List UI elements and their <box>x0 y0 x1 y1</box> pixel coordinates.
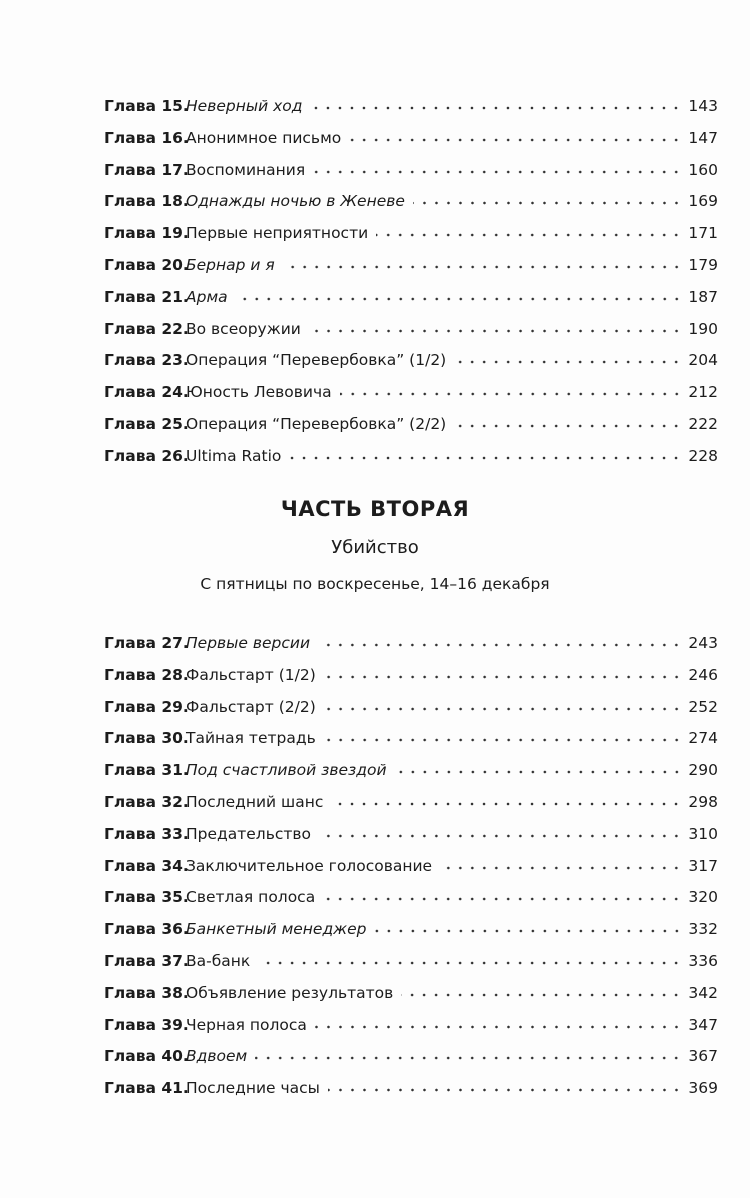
chapter-label: Глава 15. <box>104 97 189 115</box>
toc-entry[interactable] <box>104 913 718 939</box>
page-number: 342 <box>688 983 718 1002</box>
toc-entry[interactable] <box>104 881 718 907</box>
chapter-title: Операция “Перевербовка” (1/2) <box>186 351 447 370</box>
dot-leader <box>315 1023 682 1031</box>
chapter-label: Глава 35. <box>104 888 189 907</box>
toc-entry[interactable] <box>104 376 718 402</box>
page-number: 252 <box>688 697 718 716</box>
dot-leader <box>401 991 682 999</box>
chapter-label: Глава 41. <box>104 1079 189 1098</box>
dot-leader <box>319 832 682 840</box>
toc-entry[interactable] <box>104 786 718 812</box>
toc-entry[interactable] <box>104 754 718 780</box>
dot-leader <box>340 390 683 398</box>
dot-leader <box>324 736 683 744</box>
dot-leader <box>324 673 683 681</box>
dot-leader <box>318 641 682 649</box>
chapter-title: Первые неприятности <box>186 224 369 243</box>
chapter-label: Глава 29. <box>104 697 189 716</box>
chapter-title: Банкетный менеджер <box>186 920 367 939</box>
page-number: 228 <box>688 446 718 465</box>
chapter-title: Тайная тетрадь <box>186 729 316 748</box>
page-number: 347 <box>688 1015 718 1034</box>
toc-entry[interactable] <box>104 217 718 243</box>
chapter-label: Глава 25. <box>104 415 189 433</box>
chapter-title: Однажды ночью в Женеве <box>186 192 405 211</box>
page-number: 187 <box>688 287 718 306</box>
toc-entry[interactable] <box>104 818 718 844</box>
chapter-label: Глава 26. <box>104 446 189 465</box>
chapter-title: Ultima Ratio <box>186 446 282 465</box>
chapter-label: Глава 18. <box>104 192 189 211</box>
dot-leader <box>331 800 682 808</box>
chapter-title: Арма <box>186 287 228 306</box>
chapter-title: Вдвоем <box>186 1047 248 1066</box>
toc-entry[interactable] <box>104 945 718 971</box>
part-title: ЧАСТЬ ВТОРАЯ <box>280 497 470 521</box>
chapter-label: Глава 33. <box>104 824 189 843</box>
dot-leader <box>440 864 682 872</box>
page-number: 336 <box>688 952 718 970</box>
toc-entry[interactable] <box>104 722 718 748</box>
chapter-title: Последние часы <box>186 1079 320 1098</box>
part-subtitle: Убийство <box>331 537 419 558</box>
dot-leader <box>236 295 683 303</box>
page-number: 171 <box>688 224 718 243</box>
chapter-title: Черная полоса <box>186 1015 307 1034</box>
chapter-label: Глава 37. <box>104 952 189 970</box>
chapter-label: Глава 27. <box>104 634 189 652</box>
dot-leader <box>324 705 683 713</box>
dot-leader <box>454 358 682 366</box>
chapter-label: Глава 16. <box>104 128 189 147</box>
page-number: 179 <box>688 256 718 274</box>
toc-entry[interactable] <box>104 90 718 116</box>
page-number: 160 <box>688 160 718 179</box>
dot-leader <box>376 231 682 239</box>
chapter-label: Глава 19. <box>104 224 189 243</box>
chapter-label: Глава 24. <box>104 383 189 402</box>
page-number: 204 <box>688 351 718 370</box>
toc-entry[interactable] <box>104 154 718 180</box>
page-number: 222 <box>688 415 718 433</box>
chapter-title: Анонимное письмо <box>186 128 342 147</box>
toc-entry[interactable] <box>104 627 718 653</box>
chapter-title: Предательство <box>186 824 312 843</box>
page-number: 332 <box>688 920 718 939</box>
chapter-title: Юность Левовича <box>186 383 332 402</box>
toc-entry[interactable] <box>104 281 718 307</box>
page-number: 143 <box>688 97 718 115</box>
page-number: 246 <box>688 665 718 684</box>
dot-leader <box>283 263 683 271</box>
chapter-label: Глава 31. <box>104 761 189 780</box>
dot-leader <box>375 927 683 935</box>
chapter-label: Глава 34. <box>104 856 189 875</box>
toc-entry[interactable] <box>104 122 718 148</box>
dot-leader <box>258 959 682 967</box>
page-number: 369 <box>688 1079 718 1098</box>
toc-entry[interactable] <box>104 185 718 211</box>
chapter-label: Глава 20. <box>104 256 189 274</box>
chapter-title: Операция “Перевербовка” (2/2) <box>186 415 447 433</box>
chapter-title: Воспоминания <box>186 160 306 179</box>
page-number: 274 <box>688 729 718 748</box>
page-number: 147 <box>688 128 718 147</box>
dot-leader <box>395 768 683 776</box>
chapter-label: Глава 22. <box>104 319 189 338</box>
chapter-label: Глава 36. <box>104 920 189 939</box>
chapter-title: Ва-банк <box>186 952 251 970</box>
toc-entry[interactable] <box>104 659 718 685</box>
toc-entry[interactable] <box>104 1040 718 1066</box>
dot-leader <box>309 327 683 335</box>
dot-leader <box>413 199 682 207</box>
page-number: 169 <box>688 192 718 211</box>
chapter-label: Глава 38. <box>104 983 189 1002</box>
chapter-title: Неверный ход <box>186 97 303 115</box>
chapter-title: Последний шанс <box>186 793 324 811</box>
chapter-title: Первые версии <box>186 634 311 652</box>
page-number: 320 <box>688 888 718 907</box>
chapter-label: Глава 32. <box>104 793 189 811</box>
chapter-label: Глава 23. <box>104 351 189 370</box>
toc-entry[interactable] <box>104 440 718 466</box>
chapter-title: Фальстарт (2/2) <box>186 697 316 716</box>
toc-entry[interactable] <box>104 249 718 275</box>
dot-leader <box>313 168 682 176</box>
chapter-label: Глава 21. <box>104 287 189 306</box>
dot-leader <box>310 104 682 112</box>
toc-entry[interactable] <box>104 977 718 1003</box>
chapter-title: Светлая полоса <box>186 888 316 907</box>
dot-leader <box>328 1086 682 1094</box>
page-number: 367 <box>688 1047 718 1066</box>
page-number: 190 <box>688 319 718 338</box>
toc-entry[interactable] <box>104 1072 718 1098</box>
chapter-label: Глава 17. <box>104 160 189 179</box>
dot-leader <box>255 1054 682 1062</box>
page-number: 212 <box>688 383 718 402</box>
dot-leader <box>323 895 682 903</box>
toc-entry[interactable] <box>104 1009 718 1035</box>
chapter-title: Фальстарт (1/2) <box>186 665 316 684</box>
page-number: 317 <box>688 856 718 875</box>
dot-leader <box>289 454 682 462</box>
toc-entry[interactable] <box>104 313 718 339</box>
chapter-label: Глава 28. <box>104 665 189 684</box>
chapter-label: Глава 40. <box>104 1047 189 1066</box>
toc-entry[interactable] <box>104 344 718 370</box>
page-number: 243 <box>688 634 718 652</box>
chapter-title: Бернар и я <box>186 256 275 274</box>
page-number: 298 <box>688 793 718 811</box>
toc-entry[interactable] <box>104 850 718 876</box>
chapter-title: Под счастливой звездой <box>186 761 387 780</box>
chapter-label: Глава 30. <box>104 729 189 748</box>
page-number: 310 <box>688 824 718 843</box>
dot-leader <box>349 136 682 144</box>
page-number: 290 <box>688 761 718 780</box>
chapter-title: Во всеоружии <box>186 319 301 338</box>
part-dates: С пятницы по воскресенье, 14–16 декабря <box>200 575 550 593</box>
chapter-label: Глава 39. <box>104 1015 189 1034</box>
chapter-title: Заключительное голосование <box>186 856 433 875</box>
chapter-title: Объявление результатов <box>186 983 394 1002</box>
toc-entry[interactable] <box>104 408 718 434</box>
dot-leader <box>454 422 682 430</box>
toc-entry[interactable] <box>104 691 718 717</box>
